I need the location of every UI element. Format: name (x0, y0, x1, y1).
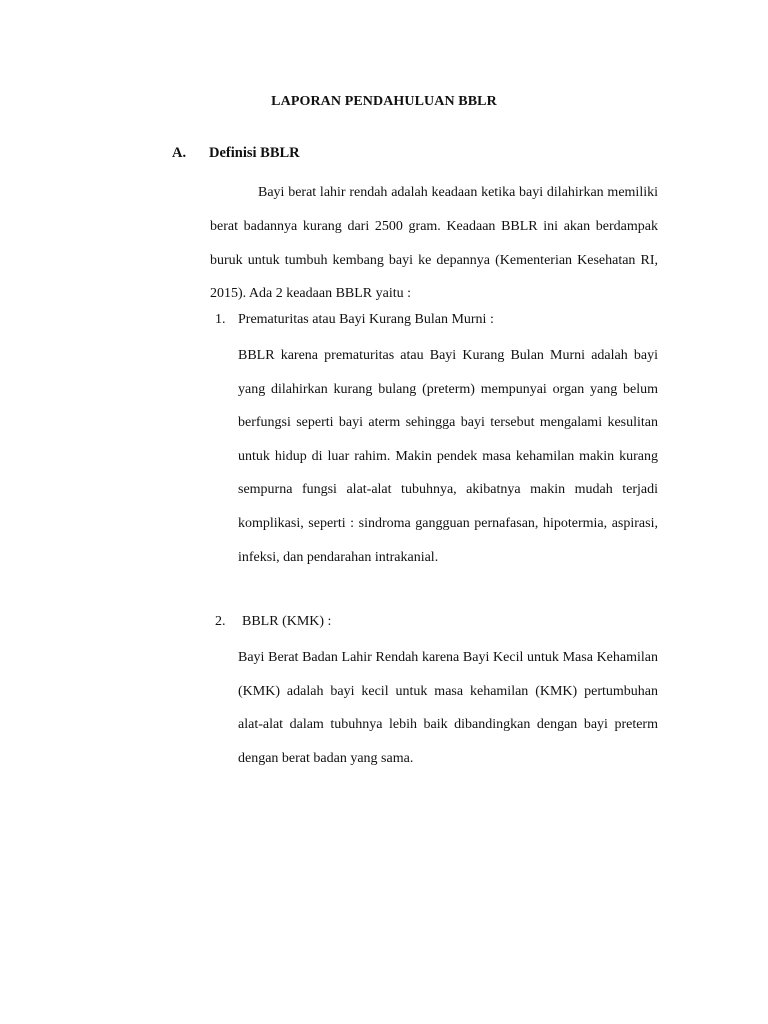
intro-paragraph: Bayi berat lahir rendah adalah keadaan ketika bayi dilahirkan memiliki berat badannya kurang dari 2500 gram. Keadaan BBLR ini akan berdampak buruk untuk tumbuh kembang bayi ke depannya (Kementerian Kesehatan RI, 2015). Ada 2 keadaan BBLR yaitu : (210, 185, 658, 302)
list-item-1-heading-text: Prematuritas atau Bayi Kurang Bulan Murni : (238, 312, 494, 327)
list-item-2-number: 2. (215, 614, 226, 629)
list-item-1-paragraph: BBLR karena prematuritas atau Bayi Kurang Bulan Murni adalah bayi yang dilahirkan kurang bulang (preterm) mempunyai organ yang belum berfungsi seperti bayi aterm sehingga bayi tersebut mengalami kesulitan untuk hidup di luar rahim. Makin pendek masa kehamilan makin kurang sempurna fungsi alat-alat tubuhnya, akibatnya makin mudah terjadi komplikasi, seperti : sindroma gangguan pernafasan, hipotermia, aspirasi, infeksi, dan pendarahan intrakanial. (238, 348, 658, 565)
section-heading-text: Definisi BBLR (209, 145, 300, 161)
list-item-2-paragraph: Bayi Berat Badan Lahir Rendah karena Bayi Kecil untuk Masa Kehamilan (KMK) adalah bayi kecil untuk masa kehamilan (KMK) pertumbuhan alat-alat dalam tubuhnya lebih baik dibandingkan dengan bayi preterm dengan berat badan yang sama. (238, 650, 658, 766)
list-item-2-heading (215, 614, 331, 630)
list-item-2-heading-text: BBLR (KMK) : (242, 614, 332, 629)
list-item-1-number: 1. (215, 312, 226, 327)
list-item-1-heading (215, 312, 494, 328)
document-title: LAPORAN PENDAHULUAN BBLR (271, 94, 497, 109)
section-letter: A. (172, 145, 187, 161)
section-heading (172, 145, 300, 162)
